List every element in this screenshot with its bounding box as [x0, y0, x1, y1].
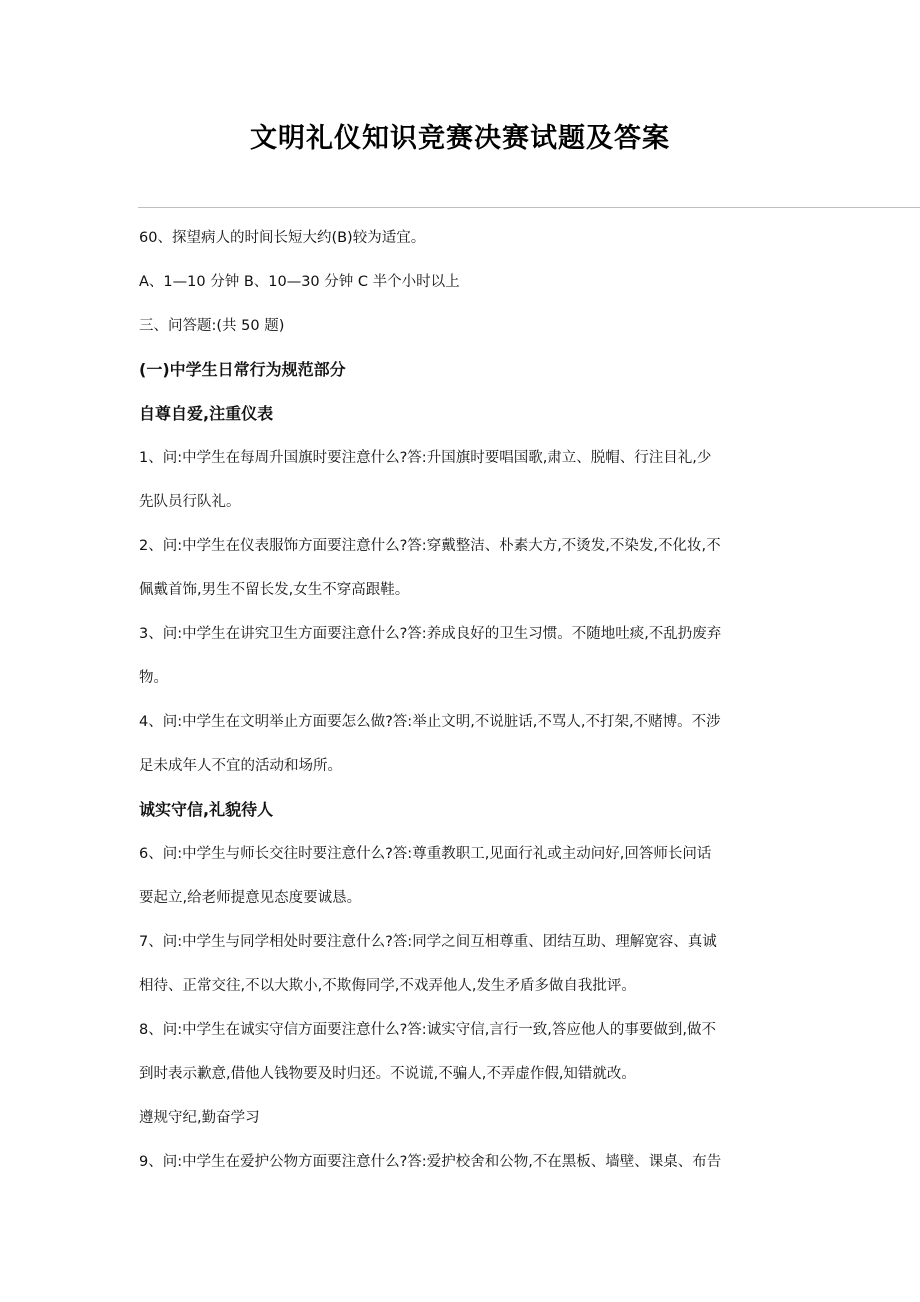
qa-3-line-1: 3、问:中学生在讲究卫生方面要注意什么?答:养成良好的卫生习惯。不随地吐痰,不乱扔废弃	[139, 626, 722, 642]
document-title: 文明礼仪知识竞赛决赛试题及答案	[250, 123, 670, 154]
subsection-heading: (一)中学生日常行为规范部分	[139, 360, 346, 379]
question-60: 60、探望病人的时间长短大约(B)较为适宜。	[139, 230, 426, 246]
topic-heading: 诚实守信,礼貌待人	[139, 800, 274, 819]
qa-8-line-2: 到时表示歉意,借他人钱物要及时归还。不说谎,不骗人,不弄虚作假,知错就改。	[139, 1066, 636, 1082]
topic-heading: 自尊自爱,注重仪表	[139, 404, 274, 423]
title-divider	[138, 207, 920, 208]
qa-2-line-1: 2、问:中学生在仪表服饰方面要注意什么?答:穿戴整洁、朴素大方,不烫发,不染发,不化妆,不	[139, 538, 721, 554]
document-body	[139, 227, 787, 1173]
qa-2-line-2: 佩戴首饰,男生不留长发,女生不穿高跟鞋。	[139, 582, 410, 598]
question-60-options: A、1—10 分钟 B、10—30 分钟 C 半个小时以上	[139, 274, 460, 290]
topic-heading-plain: 遵规守纪,勤奋学习	[139, 1110, 260, 1126]
qa-6-line-1: 6、问:中学生与师长交往时要注意什么?答:尊重教职工,见面行礼或主动问好,回答师长问话	[139, 846, 712, 862]
qa-9-line-1: 9、问:中学生在爱护公物方面要注意什么?答:爱护校舍和公物,不在黑板、墙壁、课桌、布告	[139, 1154, 722, 1170]
qa-3-line-2: 物。	[139, 670, 168, 686]
qa-7-line-1: 7、问:中学生与同学相处时要注意什么?答:同学之间互相尊重、团结互助、理解宽容、真诚	[139, 934, 717, 950]
qa-7-line-2: 相待、正常交往,不以大欺小,不欺侮同学,不戏弄他人,发生矛盾多做自我批评。	[139, 978, 636, 994]
qa-6-line-2: 要起立,给老师提意见态度要诚恳。	[139, 890, 362, 906]
qa-4-line-1: 4、问:中学生在文明举止方面要怎么做?答:举止文明,不说脏话,不骂人,不打架,不赌博。不涉	[139, 714, 721, 730]
qa-4-line-2: 足未成年人不宜的活动和场所。	[139, 758, 342, 774]
qa-1-line-1: 1、问:中学生在每周升国旗时要注意什么?答:升国旗时要唱国歌,肃立、脱帽、行注目礼,少	[139, 450, 712, 466]
qa-1-line-2: 先队员行队礼。	[139, 494, 241, 510]
section-heading: 三、问答题:(共 50 题)	[139, 318, 285, 334]
qa-8-line-1: 8、问:中学生在诚实守信方面要注意什么?答:诚实守信,言行一致,答应他人的事要做到,做不	[139, 1022, 717, 1038]
